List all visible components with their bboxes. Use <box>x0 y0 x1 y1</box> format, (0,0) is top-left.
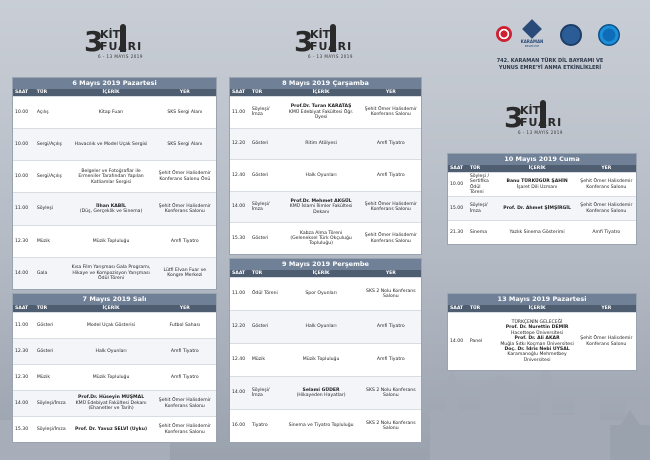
table-row <box>13 338 216 364</box>
table-row <box>230 409 421 442</box>
content-line: Doç. Dr. İdris Nebi UYSAL <box>504 346 570 352</box>
content-line: (Geleneksel Türk Okçuluğu Topluluğu) <box>290 235 352 247</box>
table-row <box>13 312 216 338</box>
cell-yer: SKS 2 Nolu Konferans Salonu <box>366 420 416 431</box>
cell-tur: Gösteri <box>36 322 54 328</box>
cell-saat: 15.30 <box>232 235 246 241</box>
column-header-icerik: İÇERİK <box>528 306 546 311</box>
day-title: 9 Mayıs 2019 Perşembe <box>230 259 421 270</box>
table-row <box>230 343 421 376</box>
column-header-icerik: İÇERİK <box>312 90 330 95</box>
day-title: 7 Mayıs 2019 Salı <box>13 294 216 305</box>
cell-yer: Şehit Ömer Halisdemir Konferans Salonu <box>158 424 211 435</box>
cell-tur: Gösteri <box>251 141 269 147</box>
cell-tur: Ödül Töreni <box>251 291 278 297</box>
table-row <box>13 364 216 390</box>
content-line: Müzik Topluluğu <box>92 374 130 380</box>
speaker-name: Prof.Dr. Mehmet AKGÜL <box>290 198 352 204</box>
cell-yer: SKS 2 Nolu Konferans Salonu <box>366 288 416 299</box>
content-line: Havacılık ve Model Uçak Sergisi <box>74 142 148 148</box>
column-header-yer: YER <box>601 166 612 171</box>
cell-saat: 14.00 <box>232 204 246 210</box>
column-header-yer: YER <box>179 306 190 311</box>
content-line: Ermeniler Tarafından Yapılan <box>78 174 144 180</box>
organization-title: 742. KARAMAN TÜRK DİL BAYRAMI VE YUNUS EMRE'Yİ ANMA ETKİNLİKLERİ <box>496 58 604 71</box>
column-header-icerik: İÇERİK <box>312 271 330 276</box>
cell-icerik <box>282 223 361 254</box>
cell-icerik <box>69 193 154 224</box>
cell-yer: Şehit Ömer Halisdemir Konferans Salonu <box>580 336 633 347</box>
content-line: Model Uçak Gösterisi <box>86 322 136 328</box>
table-header <box>448 305 636 312</box>
cell-saat: 12.30 <box>15 374 29 380</box>
content-line: (Düş, Gerçeklik ve Sinema) <box>79 209 143 215</box>
cell-tur: Sinema <box>469 229 488 235</box>
cell-tur: Söyleşi / Sertifika Ödül Töreni <box>469 173 490 195</box>
cell-saat: 21.30 <box>450 229 464 235</box>
cell-icerik <box>282 97 361 128</box>
column-header-saat: SAAT <box>232 271 246 276</box>
kitap-fuari-logo: 3 KİT FUARI 6 - 13 MAYIS 2019 <box>84 25 143 59</box>
cell-saat: 10.00 <box>450 181 464 187</box>
cell-tur: Tiyatro <box>251 423 268 429</box>
table-row <box>13 225 216 257</box>
cell-icerik <box>69 161 154 192</box>
content-line: Kabza Alma Töreni <box>299 230 343 236</box>
cell-icerik <box>498 173 577 196</box>
cell-tur: Söyleşi/İmza <box>36 400 66 406</box>
speaker-name: Prof.Dr. Hüseyin MUŞMAL <box>78 395 145 401</box>
kitap-fuari-logo: 3 KİT FUARI 6 - 13 MAYIS 2019 <box>504 101 563 135</box>
table-row <box>230 376 421 409</box>
cell-yer: Şehit Ömer Halisdemir Konferans Salonu <box>158 398 211 409</box>
content-line: İşaret Dili Uzmanı <box>516 184 558 190</box>
column-header-saat: SAAT <box>450 166 464 171</box>
content-line: Kısa Film Yarışması Gala Programı, <box>71 265 151 271</box>
content-line: Belgeler ve Fotoğraflar ile <box>81 168 141 174</box>
cell-yer: Amfi Tiyatro <box>170 374 199 380</box>
cell-tur: Açılış <box>36 109 49 115</box>
schedule-8-mayis <box>229 77 422 255</box>
day-title: 10 Mayıs 2019 Cuma <box>448 154 636 165</box>
cell-icerik <box>282 192 361 223</box>
cell-tur: Müzik <box>251 357 266 363</box>
cell-saat: 11.00 <box>232 291 246 297</box>
cell-tur: Müzik <box>36 238 51 244</box>
cell-yer: Şehit Ömer Halisdemir Konferans Salonu <box>364 233 417 244</box>
content-line: (Hikayeden Hayatlar) <box>296 393 346 398</box>
cell-icerik <box>282 278 361 310</box>
cell-yer: Amfi Tiyatro <box>376 324 405 330</box>
schedule-7-mayis <box>12 293 217 443</box>
table-row <box>448 220 636 244</box>
cell-tur: Söyleşi <box>36 206 54 212</box>
column-header-icerik: İÇERİK <box>102 306 120 311</box>
cell-tur: Gösteri <box>251 172 269 178</box>
karaman-municipality-logo: KARAMAN BELEDİYE <box>520 22 544 54</box>
cell-icerik <box>282 377 361 409</box>
table-row <box>13 390 216 416</box>
content-line: Halk Oyunları <box>305 172 337 178</box>
cell-yer: Şehit Ömer Halisdemir Konferans Salonu <box>580 179 633 190</box>
cell-icerik <box>69 226 154 257</box>
cell-tur: Gösteri <box>251 235 269 241</box>
cell-icerik <box>498 221 577 244</box>
cell-icerik <box>498 197 577 220</box>
cell-saat: 11.00 <box>15 322 29 328</box>
day-title: 6 Mayıs 2019 Pazartesi <box>13 78 216 89</box>
column-header-tur: TÜR <box>469 306 481 311</box>
cell-tur: Sergi/Açılış <box>36 142 62 148</box>
cell-saat: 12.40 <box>232 357 246 363</box>
cell-icerik <box>282 160 361 191</box>
column-header-saat: SAAT <box>15 306 29 311</box>
cell-yer: Amfi Tiyatro <box>376 172 405 178</box>
cell-saat: 14.00 <box>15 270 29 276</box>
column-header-yer: YER <box>385 90 396 95</box>
cell-yer: Amfi Tiyatro <box>170 238 199 244</box>
cell-icerik <box>282 129 361 160</box>
table-header <box>230 89 421 96</box>
table-row <box>230 310 421 343</box>
table-row <box>13 257 216 289</box>
table-row <box>448 172 636 196</box>
cell-tur: Gösteri <box>251 324 269 330</box>
cell-saat: 10.00 <box>15 174 29 180</box>
column-header-tur: TÜR <box>251 90 263 95</box>
table-row <box>13 416 216 442</box>
cell-tur: Söyleşi/İmza <box>36 426 66 432</box>
column-header-yer: YER <box>179 90 190 95</box>
cell-yer: Amfi Tiyatro <box>170 348 199 354</box>
cell-saat: 15.30 <box>15 426 29 432</box>
table-header <box>230 270 421 277</box>
content-line: Hikaye ve Kompozisyon Yarışması <box>72 270 150 276</box>
schedule-9-mayis <box>229 258 422 443</box>
content-line: Müzik Topluluğu <box>302 357 340 363</box>
cell-yer: SKS Sergi Alanı <box>167 142 203 148</box>
speaker-name: İlhan KABİL <box>96 203 126 209</box>
day-title: 8 Mayıs 2019 Çarşamba <box>230 78 421 89</box>
column-header-tur: TÜR <box>251 271 263 276</box>
cell-icerik <box>69 365 154 390</box>
speaker-name: Prof. Dr. Yavuz SELVİ (Uyku) <box>75 426 148 432</box>
table-row <box>448 196 636 220</box>
column-header-icerik: İÇERİK <box>528 166 546 171</box>
content-line: Muğla Sıtkı Koçman Üniversitesi <box>500 341 574 347</box>
cell-yer: SKS 2 Nolu Konferans Salonu <box>366 387 416 398</box>
cell-icerik <box>69 391 154 416</box>
content-line: KMÜ Edebiyat Fakültesi Öğr. Üyesi <box>288 109 354 120</box>
content-line: Halk Oyunları <box>95 348 127 354</box>
cell-tur: Söyleşi/İmza <box>469 203 488 214</box>
cell-yer: Şehit Ömer Halisdemir Konferans Salonu <box>580 203 633 214</box>
content-line: Ritim Atölyesi <box>305 141 337 147</box>
cell-saat: 11.00 <box>232 109 246 115</box>
column-header-icerik: İÇERİK <box>102 90 120 95</box>
cell-tur: Söyleşi/İmza <box>251 106 270 118</box>
cell-saat: 12.30 <box>15 238 29 244</box>
cell-icerik <box>69 339 154 364</box>
schedule-6-mayis <box>12 77 217 290</box>
content-line: Prof. Dr. Nurettin DEMİR <box>505 325 569 331</box>
schedule-13-mayis <box>447 293 637 371</box>
content-line: Karamanoğlu Mehmetbey Üniversitesi <box>507 352 567 363</box>
content-line: (Ehanetler ve Tarih) <box>88 406 134 412</box>
content-line: KMÜ İslami İlimler Fakültesi Dekanı <box>289 204 353 215</box>
cell-saat: 10.00 <box>15 142 29 148</box>
table-row <box>13 160 216 192</box>
cell-tur: Söyleşi/İmza <box>251 387 270 398</box>
content-line: Katliamlar Sergisi <box>90 179 132 185</box>
table-header <box>13 89 216 96</box>
cell-tur: Gösteri <box>36 348 54 354</box>
table-header <box>13 305 216 312</box>
table-row <box>448 312 636 370</box>
cell-yer: Şehit Ömer Halisdemir Konferans Salonu <box>158 203 211 215</box>
cell-yer: Şehit Ömer Halisdemir Konferans Salonu Önü <box>158 171 211 182</box>
cell-yer: Şehit Ömer Halisdemir Konferans Salonu <box>364 201 417 213</box>
cell-tur: Sergi/Açılış <box>36 174 62 180</box>
cell-icerik <box>282 410 361 442</box>
cell-yer: Amfi Tiyatro <box>592 229 621 235</box>
column-header-saat: SAAT <box>15 90 29 95</box>
content-line: Prof. Dr. Ali AKAR <box>514 336 560 342</box>
table-row <box>13 96 216 128</box>
cell-tur: Söyleşi/İmza <box>251 201 270 213</box>
kitap-fuari-logo: 3 KİT FUARI 6 - 13 MAYIS 2019 <box>294 25 353 59</box>
content-line: Ödül Töreni <box>98 276 125 282</box>
column-header-tur: TÜR <box>36 306 48 311</box>
emblem-icon <box>496 26 512 42</box>
table-row <box>13 128 216 160</box>
cell-saat: 12.20 <box>232 141 246 147</box>
column-header-yer: YER <box>601 306 612 311</box>
cell-icerik <box>69 97 154 128</box>
cell-icerik <box>498 313 577 370</box>
content-line: Hacettepe Üniversitesi <box>510 330 564 336</box>
cell-saat: 15.00 <box>450 205 464 211</box>
table-header <box>448 165 636 172</box>
speaker-name: Banu TÜRKÜGÜR ŞAHİN <box>506 179 568 185</box>
content-line: Spor Oyunları <box>305 291 337 297</box>
cell-saat: 14.00 <box>450 338 464 344</box>
content-line: Sinema ve Tiyatro Topluluğu <box>288 423 354 429</box>
speaker-name: Prof. Dr. Ahmet ŞİMŞİRGİL <box>503 205 571 211</box>
table-row <box>230 128 421 160</box>
cell-yer: Şehit Ömer Halisdemir Konferans Salonu <box>364 106 417 118</box>
police-seal-icon <box>560 24 582 46</box>
table-row <box>230 159 421 191</box>
cell-yer: Futbol Sahası <box>169 322 201 328</box>
cell-tur: Gala <box>36 270 48 276</box>
cell-yer: Amfi Tiyatro <box>376 357 405 363</box>
column-header-tur: TÜR <box>469 166 481 171</box>
column-header-saat: SAAT <box>232 90 246 95</box>
schedule-10-mayis <box>447 153 637 245</box>
university-seal-icon <box>598 24 620 46</box>
cell-saat: 12.40 <box>232 172 246 178</box>
cell-tur: Müzik <box>36 374 51 380</box>
speaker-name: Selami GÜDER <box>302 387 340 393</box>
column-header-yer: YER <box>385 271 396 276</box>
cell-saat: 12.30 <box>15 348 29 354</box>
cell-saat: 12.20 <box>232 324 246 330</box>
cell-icerik <box>69 258 154 289</box>
cell-icerik <box>69 129 154 160</box>
cell-yer: SKS Sergi Alanı <box>167 109 203 115</box>
content-line: Kitap Fuarı <box>98 109 124 115</box>
content-line: Halk Oyunları <box>305 324 337 330</box>
cell-yer: Lütfi Elvan Fuar ve Kongre Merkezi <box>163 267 207 279</box>
content-line: Müzik Topluluğu <box>92 238 130 244</box>
cell-saat: 10.00 <box>15 109 29 115</box>
day-title: 13 Mayıs 2019 Pazartesi <box>448 294 636 305</box>
cell-saat: 14.00 <box>232 390 246 396</box>
cell-saat: 14.00 <box>15 400 29 406</box>
cell-saat: 11.00 <box>15 206 29 212</box>
table-row <box>230 277 421 310</box>
cell-tur: Panel <box>469 338 483 344</box>
column-header-tur: TÜR <box>36 90 48 95</box>
cell-yer: Amfi Tiyatro <box>376 141 405 147</box>
cell-icerik <box>282 311 361 343</box>
cell-icerik <box>69 417 154 442</box>
cell-icerik <box>69 313 154 338</box>
cell-icerik <box>282 344 361 376</box>
speaker-name: Prof.Dr. Turan KARATAŞ <box>290 104 352 110</box>
cell-saat: 16.00 <box>232 423 246 429</box>
content-line: TÜRKÇENİN GELECEĞİ <box>511 319 563 325</box>
column-header-saat: SAAT <box>450 306 464 311</box>
content-line: KMÜ Edebiyat Fakültesi Dekanı <box>75 400 147 406</box>
table-row <box>230 222 421 254</box>
table-row <box>230 191 421 223</box>
content-line: Yazlık Sinema Gösterimi <box>509 229 565 235</box>
table-row <box>13 192 216 224</box>
table-row <box>230 96 421 128</box>
